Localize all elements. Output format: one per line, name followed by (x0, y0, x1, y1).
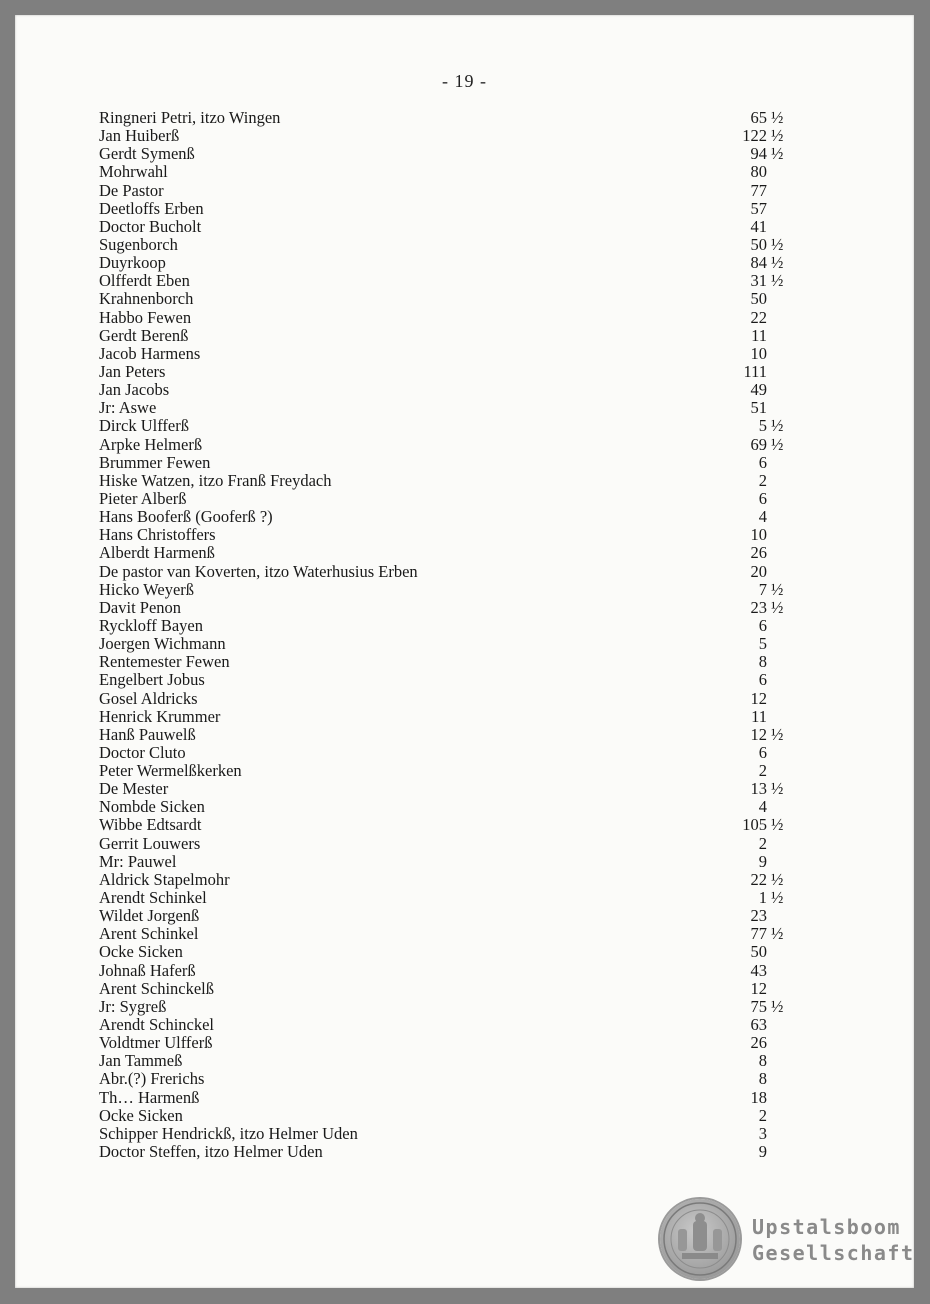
ledger-row (99, 889, 799, 907)
ledger-row (99, 962, 799, 980)
entry-amount: 11 (751, 325, 767, 345)
entry-name: Abr.(?) Frerichs (99, 1069, 205, 1089)
ledger-row (99, 871, 799, 889)
entry-amount: 111 (743, 361, 767, 381)
entry-name: Schipper Hendrickß, itzo Helmer Uden (99, 1123, 358, 1143)
ledger-row (99, 744, 799, 762)
ledger-row (99, 671, 799, 689)
entry-amount: 2 (758, 761, 767, 781)
entry-name: Voldtmer Ulfferß (99, 1033, 213, 1053)
ledger-row (99, 436, 799, 454)
ledger-row (99, 454, 799, 472)
ledger-row (99, 925, 799, 943)
entry-amount: 50 (750, 942, 767, 962)
brand-line-2: Gesellschaft (752, 1241, 915, 1265)
entry-name: Aldrick Stapelmohr (99, 869, 230, 889)
entry-fraction: ½ (771, 579, 784, 599)
entry-amount: 43 (750, 960, 767, 980)
ledger-row (99, 798, 799, 816)
entry-name: Henrick Krummer (99, 706, 221, 726)
entry-amount: 2 (758, 1105, 767, 1125)
entry-fraction: ½ (771, 779, 784, 799)
entry-amount: 18 (750, 1087, 767, 1107)
ledger-row (99, 708, 799, 726)
entry-name: Arent Schinkel (99, 924, 199, 944)
entry-amount: 8 (758, 1051, 767, 1071)
entry-amount: 5 (758, 634, 767, 654)
entry-name: Mohrwahl (99, 162, 168, 182)
ledger-row (99, 998, 799, 1016)
ledger-row (99, 1034, 799, 1052)
entry-amount: 57 (750, 198, 767, 218)
entry-amount: 50 (750, 289, 767, 309)
entry-amount: 3 (758, 1123, 767, 1143)
entry-amount: 8 (758, 1069, 767, 1089)
entry-amount: 9 (758, 1142, 767, 1162)
entry-name: Deetloffs Erben (99, 198, 204, 218)
entry-amount: 13 (750, 779, 767, 799)
society-logo (660, 1199, 915, 1279)
entry-name: De pastor van Koverten, itzo Waterhusius Erben (99, 561, 418, 581)
entry-amount: 6 (758, 670, 767, 690)
entry-amount: 77 (750, 180, 767, 200)
ledger-row (99, 272, 799, 290)
entry-fraction: ½ (771, 234, 784, 254)
entry-amount: 75 (750, 996, 767, 1016)
ledger-row (99, 218, 799, 236)
entry-amount: 26 (750, 1033, 767, 1053)
entry-amount: 51 (750, 398, 767, 418)
entry-name: Ryckloff Bayen (99, 615, 203, 635)
ledger-row (99, 1125, 799, 1143)
brand-line-1: Upstalsboom (752, 1215, 901, 1239)
ledger-row (99, 472, 799, 490)
entry-amount: 22 (750, 307, 767, 327)
entry-name: Wibbe Edtsardt (99, 815, 202, 835)
entry-amount: 7 (758, 579, 767, 599)
entry-amount: 63 (750, 1015, 767, 1035)
entry-name: Jan Huiberß (99, 126, 180, 146)
ledger-row (99, 327, 799, 345)
entry-amount: 10 (750, 525, 767, 545)
ledger-row (99, 980, 799, 998)
entry-amount: 6 (758, 742, 767, 762)
entry-name: Jan Jacobs (99, 380, 170, 400)
entry-name: Habbo Fewen (99, 307, 192, 327)
entry-name: Krahnenborch (99, 289, 194, 309)
entry-amount: 20 (750, 561, 767, 581)
entry-name: Olfferdt Eben (99, 271, 190, 291)
ledger-row (99, 581, 799, 599)
seal-icon (660, 1199, 740, 1279)
entry-name: Joergen Wichmann (99, 634, 226, 654)
ledger-row (99, 309, 799, 327)
entry-name: Gerdt Berenß (99, 325, 189, 345)
entry-name: Gosel Aldricks (99, 688, 198, 708)
ledger-row (99, 1016, 799, 1034)
entry-amount: 84 (750, 253, 767, 273)
ledger-row (99, 526, 799, 544)
ledger-row (99, 163, 799, 181)
entry-name: De Mester (99, 779, 169, 799)
entry-fraction: ½ (771, 815, 784, 835)
entry-fraction: ½ (771, 416, 784, 436)
entry-fraction: ½ (771, 924, 784, 944)
entry-amount: 23 (750, 597, 767, 617)
entry-amount: 65 (750, 108, 767, 127)
entry-amount: 11 (751, 706, 767, 726)
entry-amount: 122 (742, 126, 767, 146)
ledger-row (99, 653, 799, 671)
ledger-row (99, 1089, 799, 1107)
entry-name: Doctor Steffen, itzo Helmer Uden (99, 1142, 323, 1162)
entry-name: Ringneri Petri, itzo Wingen (99, 108, 281, 127)
ledger-row (99, 127, 799, 145)
entry-name: Wildet Jorgenß (99, 906, 200, 926)
ledger-row (99, 780, 799, 798)
entry-amount: 69 (750, 434, 767, 454)
entry-name: Alberdt Harmenß (99, 543, 215, 563)
entry-name: Arpke Helmerß (99, 434, 203, 454)
entry-name: Ocke Sicken (99, 942, 183, 962)
entry-fraction: ½ (771, 434, 784, 454)
entry-name: Arent Schinckelß (99, 978, 215, 998)
entry-amount: 9 (758, 851, 767, 871)
entry-fraction: ½ (771, 724, 784, 744)
entry-amount: 77 (750, 924, 767, 944)
entry-name: Jr: Sygreß (99, 996, 167, 1016)
ledger-row (99, 508, 799, 526)
entry-fraction: ½ (771, 888, 784, 908)
entry-amount: 50 (750, 234, 767, 254)
entry-name: Rentemester Fewen (99, 652, 230, 672)
ledger-row (99, 635, 799, 653)
entry-name: Arendt Schinckel (99, 1015, 215, 1035)
entry-name: Jacob Harmens (99, 343, 201, 363)
entry-amount: 41 (750, 216, 767, 236)
ledger-row (99, 762, 799, 780)
entry-amount: 31 (750, 271, 767, 291)
ledger-row (99, 345, 799, 363)
ledger-row (99, 544, 799, 562)
entry-name: Gerdt Symenß (99, 144, 195, 164)
entry-amount: 94 (750, 144, 767, 164)
entry-amount: 2 (758, 833, 767, 853)
entry-fraction: ½ (771, 126, 784, 146)
entry-name: Th… Harmenß (99, 1087, 200, 1107)
ledger-row (99, 182, 799, 200)
entry-fraction: ½ (771, 144, 784, 164)
ledger-row (99, 599, 799, 617)
page-number: - 19 - (442, 71, 487, 91)
entry-amount: 10 (750, 343, 767, 363)
ledger-row (99, 490, 799, 508)
entry-name: Pieter Alberß (99, 488, 187, 508)
ledger-row (99, 417, 799, 435)
ledger-row (99, 690, 799, 708)
ledger-row (99, 1070, 799, 1088)
entry-amount: 12 (750, 688, 767, 708)
entry-amount: 80 (750, 162, 767, 182)
entry-name: Arendt Schinkel (99, 888, 207, 908)
entry-name: De Pastor (99, 180, 164, 200)
entry-amount: 6 (758, 452, 767, 472)
ledger-row (99, 1052, 799, 1070)
entry-amount: 1 (758, 888, 767, 908)
entry-name: Doctor Cluto (99, 742, 186, 762)
ledger-row (99, 236, 799, 254)
ledger-row (99, 145, 799, 163)
entry-fraction: ½ (771, 996, 784, 1016)
entry-amount: 6 (758, 488, 767, 508)
entry-fraction: ½ (771, 869, 784, 889)
entry-name: Hicko Weyerß (99, 579, 195, 599)
entry-amount: 2 (758, 470, 767, 490)
entry-amount: 12 (750, 724, 767, 744)
entry-amount: 23 (750, 906, 767, 926)
ledger-row (99, 563, 799, 581)
ledger-list (99, 109, 799, 1161)
entry-name: Nombde Sicken (99, 797, 205, 817)
entry-amount: 26 (750, 543, 767, 563)
ledger-row (99, 726, 799, 744)
ledger-row (99, 816, 799, 834)
ledger-row (99, 943, 799, 961)
entry-amount: 22 (750, 869, 767, 889)
ledger-row (99, 907, 799, 925)
entry-name: Hans Booferß (Gooferß ?) (99, 507, 273, 527)
entry-name: Hans Christoffers (99, 525, 216, 545)
entry-amount: 105 (742, 815, 767, 835)
entry-fraction: ½ (771, 597, 784, 617)
entry-name: Jan Peters (99, 361, 166, 381)
entry-name: Dirck Ulfferß (99, 416, 189, 436)
entry-name: Hanß Pauwelß (99, 724, 196, 744)
ledger-row (99, 109, 799, 127)
entry-name: Jr: Aswe (99, 398, 157, 418)
ledger-row (99, 617, 799, 635)
ledger-row (99, 1143, 799, 1161)
entry-fraction: ½ (771, 271, 784, 291)
ledger-row (99, 363, 799, 381)
ledger-row (99, 381, 799, 399)
entry-name: Ocke Sicken (99, 1105, 183, 1125)
ledger-row (99, 399, 799, 417)
entry-name: Engelbert Jobus (99, 670, 205, 690)
entry-fraction: ½ (771, 253, 784, 273)
entry-amount: 12 (750, 978, 767, 998)
entry-name: Johnaß Haferß (99, 960, 196, 980)
ledger-row (99, 853, 799, 871)
entry-fraction: ½ (771, 108, 784, 127)
entry-name: Hiske Watzen, itzo Franß Freydach (99, 470, 332, 490)
entry-amount: 6 (758, 615, 767, 635)
document-page (15, 15, 914, 1288)
entry-amount: 4 (758, 797, 767, 817)
entry-amount: 49 (750, 380, 767, 400)
entry-name: Sugenborch (99, 234, 178, 254)
ledger-row (99, 290, 799, 308)
ledger-row (99, 254, 799, 272)
entry-name: Brummer Fewen (99, 452, 211, 472)
entry-name: Peter Wermelßkerken (99, 761, 242, 781)
ledger-row (99, 1107, 799, 1125)
entry-name: Gerrit Louwers (99, 833, 201, 853)
entry-amount: 5 (758, 416, 767, 436)
ledger-row (99, 200, 799, 218)
entry-name: Duyrkoop (99, 253, 166, 273)
ledger-row (99, 835, 799, 853)
entry-name: Doctor Bucholt (99, 216, 202, 236)
entry-amount: 4 (758, 507, 767, 527)
entry-amount: 8 (758, 652, 767, 672)
entry-name: Jan Tammeß (99, 1051, 183, 1071)
entry-name: Mr: Pauwel (99, 851, 177, 871)
entry-name: Davit Penon (99, 597, 182, 617)
